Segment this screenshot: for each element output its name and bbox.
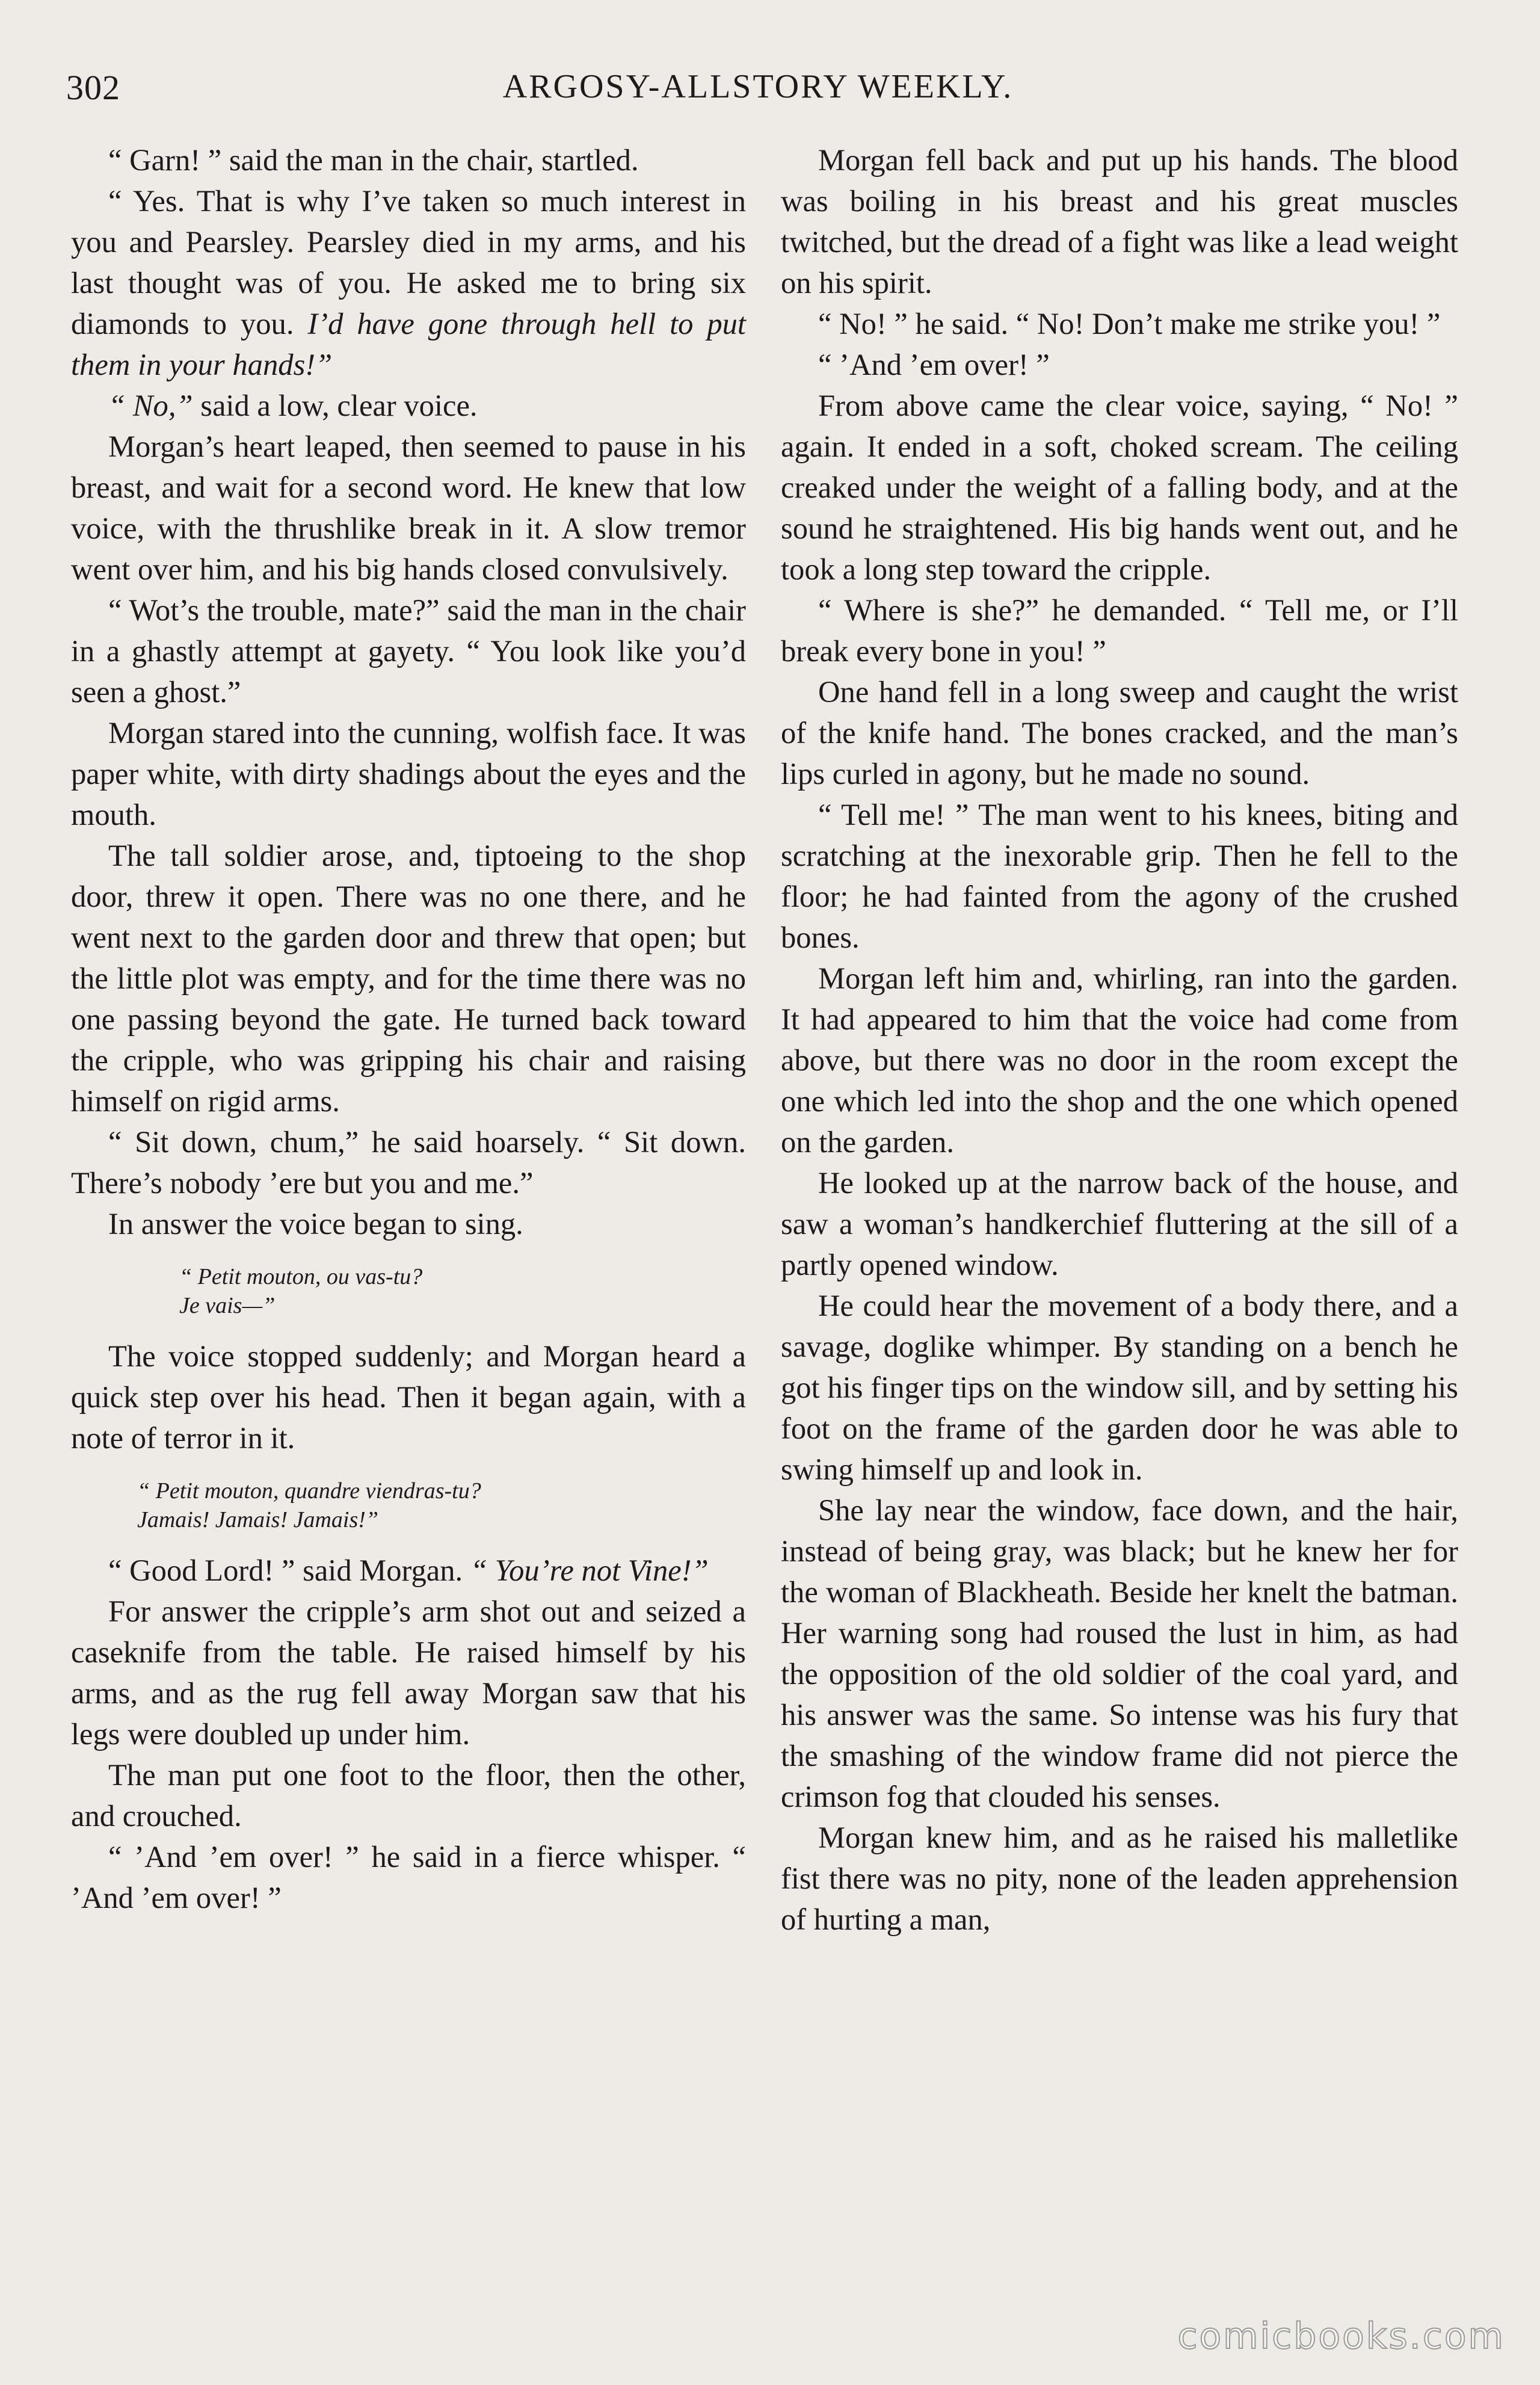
page-header [66, 67, 1450, 116]
page-number: 302 [66, 68, 120, 107]
paragraph: Morgan left him and, whirling, ran into the garden. It had appeared to him that the voice had come from above, but there was no door in the room except the one which led into the shop and the one which opened on the garden. [781, 961, 1458, 1159]
paragraph: The tall soldier arose, and, tiptoeing to the shop door, threw it open. There was no one there, and he went next to the garden door and threw that open; but the little plot was empty, and for the time there was no one passing beyond the gate. He turned back toward the cripple, who was gripping his chair and raising himself on rigid arms. [71, 839, 746, 1118]
paragraph: “ Garn! ” said the man in the chair, startled. [108, 143, 639, 177]
paragraph: “ Wot’s the trouble, mate?” said the man in the chair in a ghastly attempt at gayety. “ You look like you’d seen a ghost.” [71, 593, 746, 709]
paragraph: Morgan stared into the cunning, wolfish face. It was paper white, with dirty shadings about the eyes and the mouth. [71, 716, 746, 832]
paragraph: He looked up at the narrow back of the house, and saw a woman’s handkerchief fluttering at the sill of a partly opened window. [781, 1166, 1458, 1282]
paragraph: “ ’And ’em over! ” [818, 348, 1050, 381]
paragraph: “ No! ” he said. “ No! Don’t make me strike you! ” [818, 307, 1441, 341]
paragraph: One hand fell in a long sweep and caught the wrist of the knife hand. The bones cracked, and the man’s lips curled in agony, but he made no sound. [781, 675, 1458, 791]
paragraph: Morgan fell back and put up his hands. The blood was boiling in his breast and his great muscles twitched, but the dread of a fight was like a lead weight on his spirit. [781, 143, 1458, 300]
paragraph: For answer the cripple’s arm shot out and seized a caseknife from the table. He raised himself by his arms, and as the rug fell away Morgan saw that his legs were doubled up under him. [71, 1594, 746, 1751]
running-head: ARGOSY-ALLSTORY WEEKLY. [502, 68, 1014, 105]
song-verse [71, 1476, 746, 1534]
paragraph: Morgan’s heart leaped, then seemed to pause in his breast, and wait for a second word. He knew that low voice, with the thrushlike break in it. A slow tremor went over him, and his big hands closed convulsively. [71, 430, 746, 586]
paragraph: He could hear the movement of a body there, and a savage, doglike whimper. By standing on a bench he got his finger tips on the window sill, and by setting his foot on the frame of the garden door he was able to swing himself up and look in. [781, 1289, 1458, 1486]
right-column [781, 140, 1458, 1940]
paragraph: “ ’And ’em over! ” he said in a fierce whisper. “ ’And ’em over! ” [71, 1840, 746, 1914]
paragraph: “ Good Lord! ” said Morgan. “ You’re not Vine!” [108, 1553, 709, 1587]
paragraph: Morgan knew him, and as he raised his malletlike fist there was no pity, none of the leaden apprehension of hurting a man, [781, 1821, 1458, 1936]
paragraph: The voice stopped suddenly; and Morgan heard a quick step over his head. Then it began again, with a note of terror in it. [71, 1339, 746, 1455]
verse-line: “ Petit mouton, quandre viendras-tu? [137, 1478, 481, 1504]
paragraph: She lay near the window, face down, and the hair, instead of being gray, was black; but he knew her for the woman of Blackheath. Beside her knelt the batman. Her warning song had roused the lust in him, as had the opposition of the old soldier of the coal yard, and his answer was the same. So intense was his fury that the smashing of the window frame did not pierce the crimson fog that clouded his senses. [781, 1493, 1458, 1813]
song-verse [71, 1262, 746, 1320]
verse-line: Je vais—” [179, 1293, 276, 1318]
paragraph: “ No,” said a low, clear voice. [108, 389, 478, 422]
paragraph: From above came the clear voice, saying, “ No! ” again. It ended in a soft, choked scream. The ceiling creaked under the weight of a falling body, and at the sound he straightened. His big hands went out, and he took a long step toward the cripple. [781, 389, 1458, 586]
paragraph: “ Sit down, chum,” he said hoarsely. “ Sit down. There’s nobody ’ere but you and me.” [71, 1125, 746, 1200]
paragraph: In answer the voice began to sing. [108, 1207, 523, 1241]
verse-line: “ Petit mouton, ou vas-tu? [179, 1264, 423, 1289]
left-column [71, 140, 746, 1918]
paragraph: “ Tell me! ” The man went to his knees, biting and scratching at the inexorable grip. Then he fell to the floor; he had fainted from the agony of the crushed bones. [781, 798, 1458, 954]
verse-line: Jamais! Jamais! Jamais!” [137, 1507, 379, 1532]
paragraph: “ Where is she?” he demanded. “ Tell me, or I’ll break every bone in you! ” [781, 593, 1458, 668]
paragraph: “ Yes. That is why I’ve taken so much interest in you and Pearsley. Pearsley died in my arms, and his last thought was of you. He asked me to bring six diamonds to you. I’d have gone through hell to put them in your hands!” [71, 184, 746, 381]
watermark: comicbooks.com [1177, 2315, 1505, 2357]
paragraph: The man put one foot to the floor, then the other, and crouched. [71, 1758, 746, 1833]
